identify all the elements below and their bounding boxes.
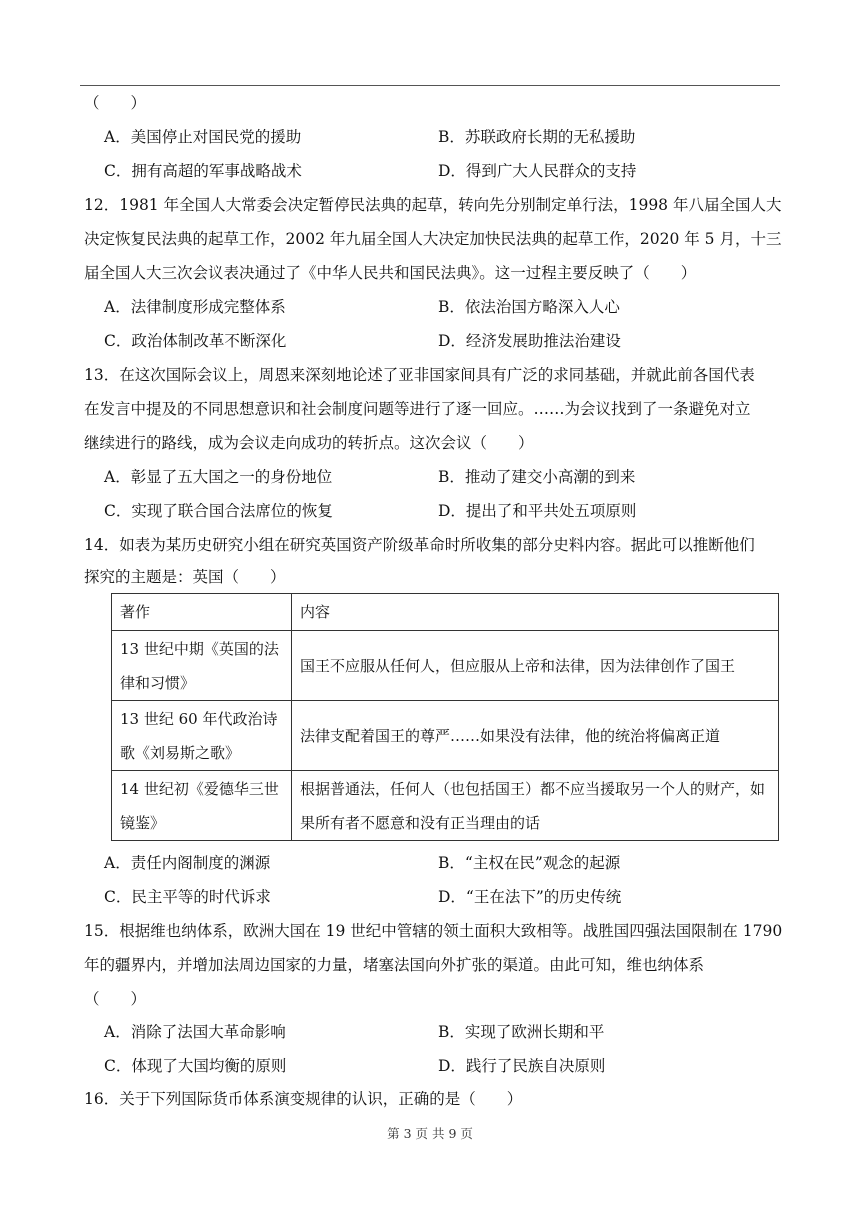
q12-stem-line: 12．1981 年全国人大常委会决定暂停民法典的起草，转向先分别制定单行法，1998 年八届全国人大 xyxy=(84,196,782,214)
q12-option-c: C．政治体制改革不断深化 xyxy=(104,332,287,350)
q15-stem-line: （ ） xyxy=(84,990,147,1008)
q14-option-d: D．“王在法下”的历史传统 xyxy=(438,888,622,906)
table-cell-content: 法律支配着国王的尊严……如果没有法律，他的统治将偏离正道 xyxy=(292,701,779,771)
q11-option-d: D．得到广大人民群众的支持 xyxy=(438,162,637,180)
table-cell-work: 14 世纪初《爱德华三世镜鉴》 xyxy=(112,771,292,841)
q14-option-a: A．责任内阁制度的渊源 xyxy=(104,854,271,872)
q13-stem-line: 继续进行的路线，成为会议走向成功的转折点。这次会议（ ） xyxy=(84,434,534,452)
table-header-row xyxy=(112,594,779,631)
q12-option-a: A．法律制度形成完整体系 xyxy=(104,298,286,316)
page-footer: 第 3 页 共 9 页 xyxy=(387,1126,473,1141)
q15-option-a: A．消除了法国大革命影响 xyxy=(104,1023,286,1041)
q11-option-a: A．美国停止对国民党的援助 xyxy=(104,128,302,146)
table-row xyxy=(112,631,779,701)
q14-option-b: B．“主权在民”观念的起源 xyxy=(438,854,621,872)
q13-option-d: D．提出了和平共处五项原则 xyxy=(438,502,637,520)
table-cell-work: 13 世纪中期《英国的法律和习惯》 xyxy=(112,631,292,701)
q13-stem-line: 在发言中提及的不同思想意识和社会制度问题等进行了逐一回应。……为会议找到了一条避免对立 xyxy=(84,400,751,418)
table-row xyxy=(112,701,779,771)
q11-option-c: C．拥有高超的军事战略战术 xyxy=(104,162,302,180)
q13-stem-line: 13．在这次国际会议上，周恩来深刻地论述了亚非国家间具有广泛的求同基础，并就此前各国代表 xyxy=(84,366,755,384)
q13-option-c: C．实现了联合国合法席位的恢复 xyxy=(104,502,333,520)
q16-stem-line: 16．关于下列国际货币体系演变规律的认识，正确的是（ ） xyxy=(84,1090,523,1108)
source-table xyxy=(111,593,779,841)
table-cell-work: 13 世纪 60 年代政治诗歌《刘易斯之歌》 xyxy=(112,701,292,771)
q14-stem-line: 14．如表为某历史研究小组在研究英国资产阶级革命时所收集的部分史料内容。据此可以推断他们 xyxy=(84,536,755,554)
q12-option-b: B．依法治国方略深入人心 xyxy=(438,298,620,316)
q15-option-b: B．实现了欧洲长期和平 xyxy=(438,1023,605,1041)
q15-stem-line: 年的疆界内，并增加法周边国家的力量，堵塞法国向外扩张的渠道。由此可知，维也纳体系 xyxy=(84,956,705,974)
q15-stem-line: 15．根据维也纳体系，欧洲大国在 19 世纪中管辖的领土面积大致相等。战胜国四强法国限制在 1790 xyxy=(84,922,783,940)
q14-stem-line: 探究的主题是：英国（ ） xyxy=(84,568,286,586)
table-cell-content: 根据普通法，任何人（也包括国王）都不应当援取另一个人的财产，如果所有者不愿意和没有正当理由的话 xyxy=(292,771,779,841)
q13-option-b: B．推动了建交小高潮的到来 xyxy=(438,468,636,486)
header-rule xyxy=(80,85,780,86)
q12-stem-line: 决定恢复民法典的起草工作，2002 年九届全国人大决定加快民法典的起草工作，2020 年 5 月，十三 xyxy=(84,230,782,248)
q15-option-d: D．践行了民族自决原则 xyxy=(438,1057,606,1075)
table-cell-content: 国王不应服从任何人，但应服从上帝和法律，因为法律创作了国王 xyxy=(292,631,779,701)
q11-paren: （ ） xyxy=(84,94,147,112)
table-row xyxy=(112,771,779,841)
q12-stem-line: 届全国人大三次会议表决通过了《中华人民共和国民法典》。这一过程主要反映了（ ） xyxy=(84,264,697,282)
q15-option-c: C．体现了大国均衡的原则 xyxy=(104,1057,287,1075)
q13-option-a: A．彰显了五大国之一的身份地位 xyxy=(104,468,333,486)
q11-option-b: B．苏联政府长期的无私援助 xyxy=(438,128,636,146)
table-header-cell: 著作 xyxy=(112,594,292,631)
q14-option-c: C．民主平等的时代诉求 xyxy=(104,888,271,906)
q12-option-d: D．经济发展助推法治建设 xyxy=(438,332,621,350)
table-header-cell: 内容 xyxy=(292,594,779,631)
